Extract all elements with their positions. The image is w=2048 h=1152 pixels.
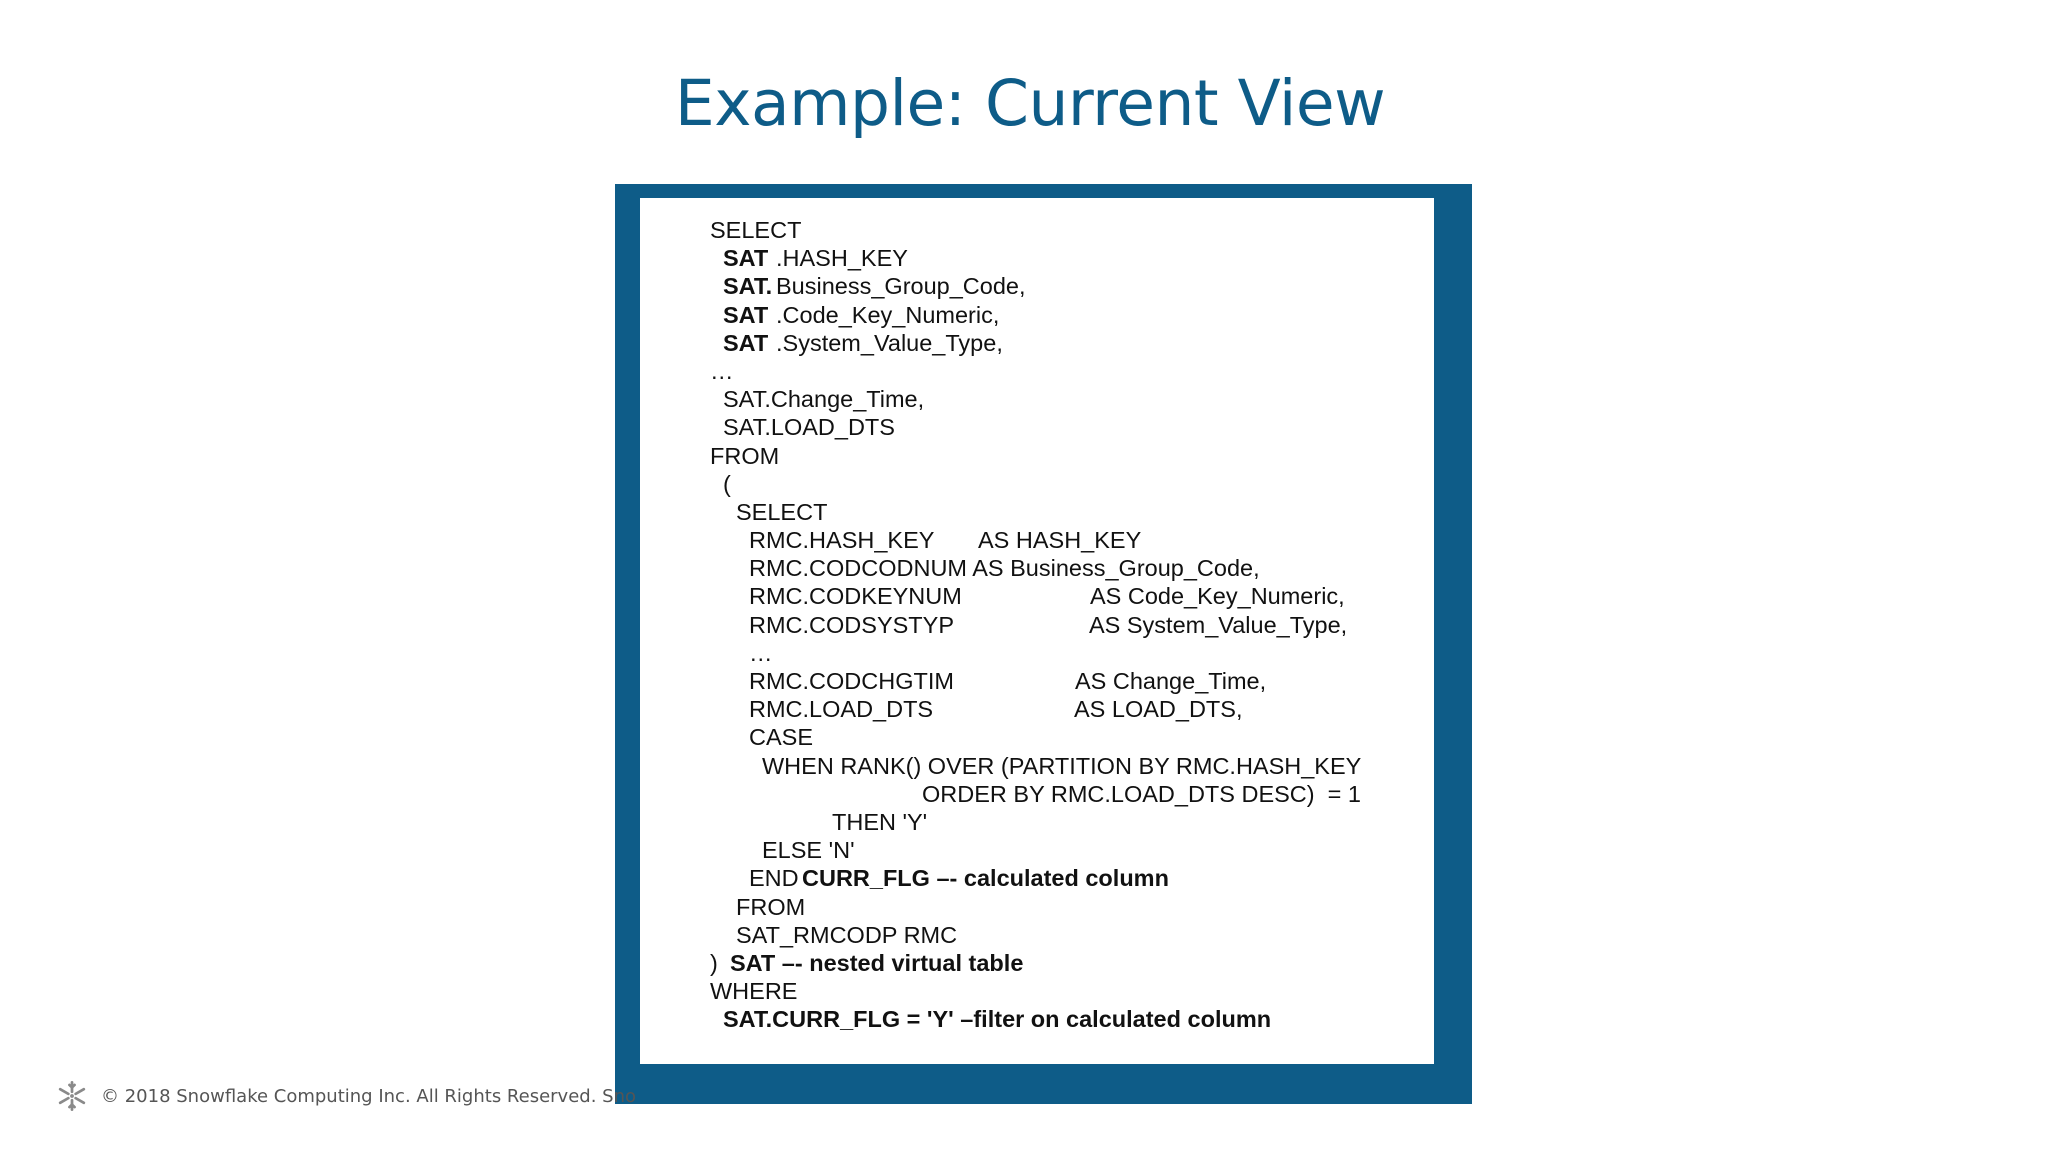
code-segment: RMC.HASH_KEY (749, 527, 935, 554)
code-panel (640, 198, 1434, 1064)
slide-title: Example: Current View (674, 67, 1386, 140)
code-segment: ( (723, 470, 731, 497)
code-segment: SAT (723, 245, 769, 272)
code-segment: SAT –- nested virtual table (730, 949, 1024, 976)
code-segment: RMC.CODCODNUM AS Business_Group_Code, (749, 555, 1260, 582)
code-segment: … (710, 357, 734, 384)
code-segment: SAT_RMCODP RMC (736, 921, 958, 948)
copyright-text: © 2018 Snowflake Computing Inc. All Rights Reserved. Sno (101, 1085, 636, 1107)
code-segment: .HASH_KEY (776, 245, 908, 272)
code-segment: AS System_Value_Type, (1089, 611, 1348, 638)
code-segment: RMC.LOAD_DTS (749, 696, 934, 723)
code-segment: THEN 'Y' (832, 808, 928, 835)
code-segment: AS Code_Key_Numeric, (1090, 583, 1345, 610)
code-segment: SAT.CURR_FLG = 'Y' –filter on calculated column (723, 1006, 1272, 1033)
code-segment: .Code_Key_Numeric, (776, 301, 1000, 328)
code-segment: CURR_FLG –- calculated column (802, 865, 1169, 892)
code-segment: WHERE (710, 978, 798, 1005)
code-segment: FROM (710, 442, 780, 469)
code-segment: SAT.Change_Time, (723, 386, 925, 413)
code-segment: RMC.CODCHGTIM (749, 668, 954, 694)
code-segment: … (749, 639, 773, 666)
code-segment: END (749, 865, 806, 892)
code-segment: Business_Group_Code, (776, 273, 1026, 300)
code-segment: ORDER BY RMC.LOAD_DTS DESC) = 1 (922, 780, 1361, 807)
code-segment: FROM (736, 893, 806, 920)
code-segment: WHEN RANK() OVER (PARTITION BY RMC.HASH_KEY (762, 752, 1362, 779)
code-segment: AS Change_Time, (1075, 668, 1267, 694)
code-segment: CASE (749, 724, 813, 751)
code-segment: RMC.CODKEYNUM (749, 583, 962, 610)
code-segment: .System_Value_Type, (776, 329, 1003, 356)
code-segment: ELSE 'N' (762, 837, 855, 864)
code-segment: RMC.CODSYSTYP (749, 611, 954, 638)
code-segment: AS HASH_KEY (978, 527, 1142, 554)
code-segment: SAT (723, 301, 769, 328)
code-segment: AS LOAD_DTS, (1074, 696, 1243, 723)
footer (55, 1080, 636, 1112)
code-segment: ) (710, 949, 731, 976)
code-segment: SAT (723, 329, 769, 356)
code-segment: SAT.LOAD_DTS (723, 414, 895, 441)
code-segment: SELECT (736, 498, 828, 525)
snowflake-logo-icon (55, 1079, 89, 1113)
code-frame (615, 184, 1472, 1104)
code-segment: SAT. (723, 273, 773, 300)
code-segment: SELECT (710, 217, 802, 243)
